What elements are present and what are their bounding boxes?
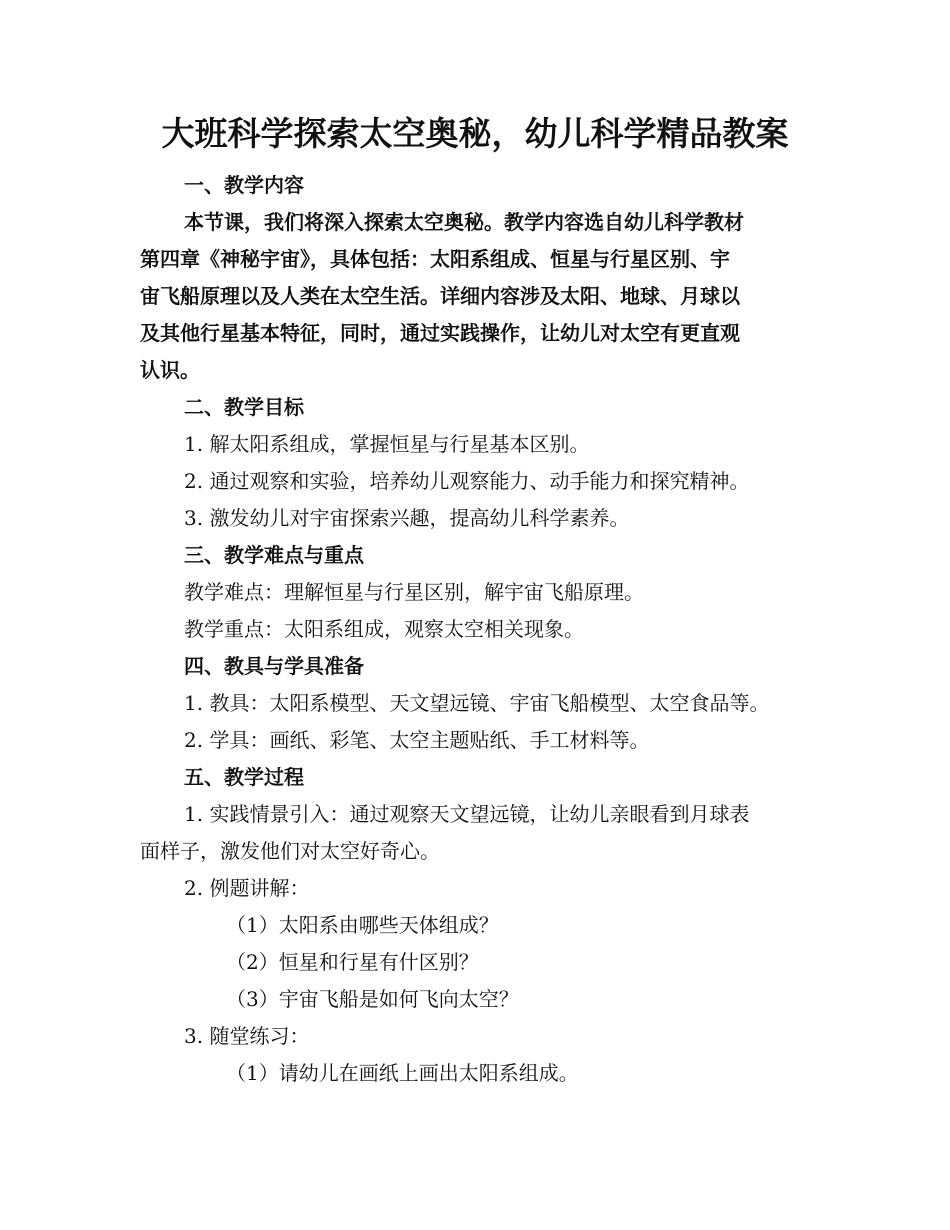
process-step: 3. 随堂练习： <box>184 1024 310 1048</box>
paragraph-line: 第四章《神秘宇宙》，具体包括：太阳系组成、恒星与行星区别、宇 <box>140 247 730 271</box>
goal-item: 3. 激发幼儿对宇宙探索兴趣，提高幼儿科学素养。 <box>184 506 630 530</box>
section-heading-goals: 二、教学目标 <box>184 395 304 419</box>
process-step: 2. 例题讲解： <box>184 876 310 900</box>
focus-text: 教学重点：太阳系组成，观察太空相关现象。 <box>184 617 584 641</box>
goal-item: 2. 通过观察和实验，培养幼儿观察能力、动手能力和探究精神。 <box>184 469 750 493</box>
paragraph-line: 认识。 <box>140 358 200 382</box>
example-question: （2）恒星和行星有什区别？ <box>226 950 479 974</box>
goal-item: 1. 解太阳系组成，掌握恒星与行星基本区别。 <box>184 432 590 456</box>
process-step-line: 1. 实践情景引入：通过观察天文望远镜，让幼儿亲眼看到月球表 <box>184 802 750 826</box>
paragraph-line: 宙飞船原理以及人类在太空生活。详细内容涉及太阳、地球、月球以 <box>140 284 740 308</box>
practice-item: （1）请幼儿在画纸上画出太阳系组成。 <box>226 1061 579 1085</box>
paragraph-line: 及其他行星基本特征，同时，通过实践操作，让幼儿对太空有更直观 <box>140 321 740 345</box>
materials-item: 2. 学具：画纸、彩笔、太空主题贴纸、手工材料等。 <box>184 728 650 752</box>
example-question: （1）太阳系由哪些天体组成？ <box>226 913 499 937</box>
section-heading-key-points: 三、教学难点与重点 <box>184 543 364 567</box>
section-heading-materials: 四、教具与学具准备 <box>184 654 364 678</box>
example-question: （3）宇宙飞船是如何飞向太空？ <box>226 987 519 1011</box>
materials-item: 1. 教具：太阳系模型、天文望远镜、宇宙飞船模型、太空食品等。 <box>184 691 770 715</box>
process-step-line: 面样子，激发他们对太空好奇心。 <box>140 839 440 863</box>
document-title: 大班科学探索太空奥秘，幼儿科学精品教案 <box>161 114 789 153</box>
difficulty-text: 教学难点：理解恒星与行星区别，解宇宙飞船原理。 <box>184 580 644 604</box>
section-heading-content: 一、教学内容 <box>184 173 304 197</box>
section-heading-process: 五、教学过程 <box>184 765 304 789</box>
paragraph-line: 本节课，我们将深入探索太空奥秘。教学内容选自幼儿科学教材 <box>184 210 744 234</box>
